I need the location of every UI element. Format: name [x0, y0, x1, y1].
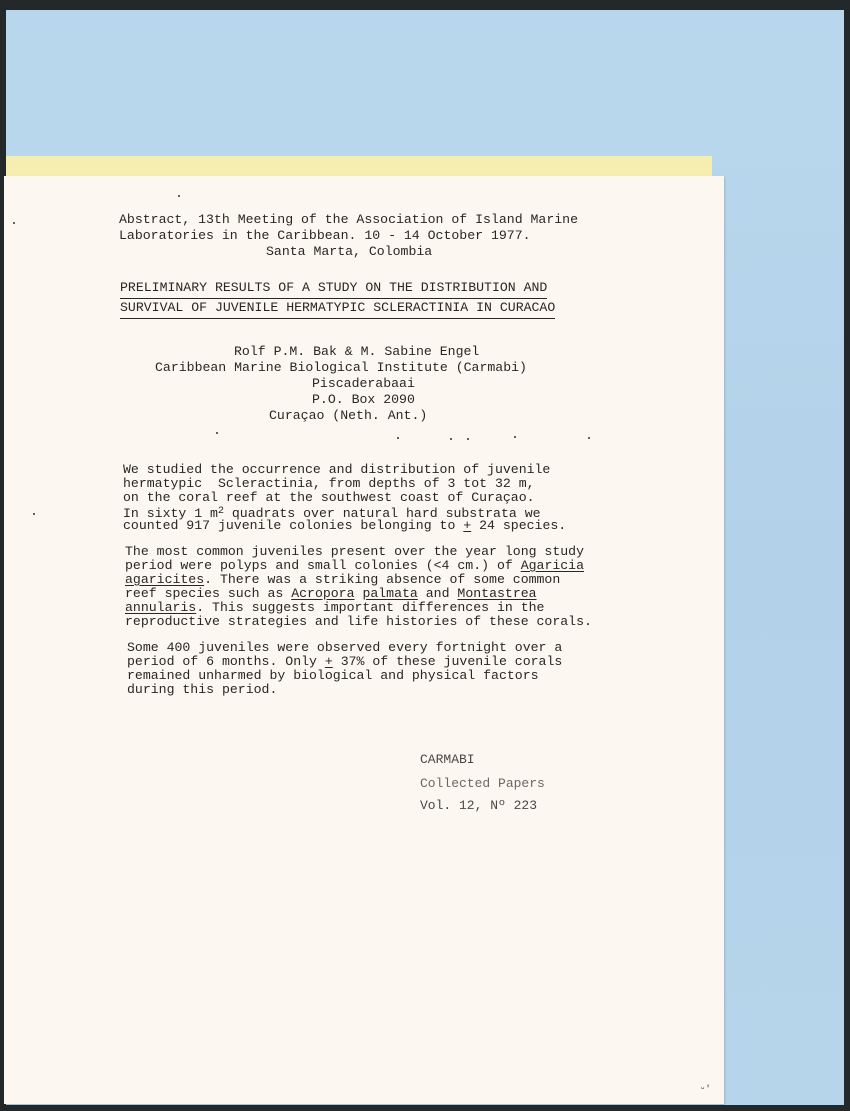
text-span: quadrats over natural hard substrata we: [223, 506, 541, 521]
species-name: palmata: [362, 586, 418, 601]
affiliation-institute: Caribbean Marine Biological Institute (Carmabi): [155, 360, 527, 375]
paper-title-line-2: SURVIVAL OF JUVENILE HERMATYPIC SCLERACTINIA IN CURACAO: [120, 300, 555, 319]
paper-title-line-1: PRELIMINARY RESULTS OF A STUDY ON THE DISTRIBUTION AND: [120, 280, 547, 299]
plus-minus-sign: +: [463, 518, 472, 533]
paper-speck: [216, 432, 218, 434]
meeting-header-line-1: Abstract, 13th Meeting of the Association of Island Marine: [119, 212, 578, 227]
stamp-series: Collected Papers: [420, 776, 545, 791]
species-name: Agaricia: [520, 558, 585, 573]
paper-speck: [588, 437, 590, 439]
text-span: and: [417, 586, 458, 601]
corner-ink-mark: ᵕ': [700, 1084, 711, 1094]
paper-speck: [397, 437, 399, 439]
paragraph-line: [125, 558, 584, 573]
stamp-volume: Vol. 12, Nº 223: [420, 798, 538, 813]
meeting-location: Santa Marta, Colombia: [266, 244, 433, 259]
affiliation-po-box: P.O. Box 2090: [312, 392, 415, 407]
paper-speck: [13, 222, 15, 224]
text-span: In sixty 1 m: [123, 506, 218, 521]
affiliation-country: Curaçao (Neth. Ant.): [269, 408, 428, 423]
paragraph-line: Some 400 juveniles were observed every fortnight over a: [127, 640, 563, 655]
species-name: annularis: [125, 600, 197, 615]
paragraph-line: The most common juveniles present over the year long study: [125, 544, 584, 559]
text-span: counted 917 juvenile colonies belonging to: [123, 518, 464, 533]
text-span: . There was a striking absence of some common: [204, 572, 561, 587]
paragraph-line: We studied the occurrence and distribution of juvenile: [123, 462, 551, 477]
paragraph-line: reproductive strategies and life histories of these corals.: [125, 614, 592, 629]
paragraph-line: [125, 572, 560, 587]
species-name: Acropora: [291, 586, 355, 601]
paragraph-line: [125, 586, 537, 601]
species-name: Montastrea: [457, 586, 537, 601]
paragraph-line: [127, 654, 562, 669]
text-span: . This suggests important differences in the: [196, 600, 545, 615]
paper-speck: [467, 438, 469, 440]
stamp-institute: CARMABI: [420, 752, 475, 767]
species-name: agaricites: [125, 572, 205, 587]
paper-speck: [514, 436, 516, 438]
paper-speck: [178, 195, 180, 197]
text-span: period were polyps and small colonies (<4 cm.) of: [125, 558, 521, 573]
abstract-page: [4, 176, 724, 1104]
superscript: 2: [217, 506, 224, 517]
paragraph-line: on the coral reef at the southwest coast of Curaçao.: [123, 490, 535, 505]
text-span: period of 6 months. Only: [127, 654, 325, 669]
paragraph-line: [125, 600, 544, 615]
text-span: 24 species.: [471, 518, 567, 533]
text-span: 37% of these juvenile corals: [332, 654, 563, 669]
paragraph-line: during this period.: [127, 682, 278, 697]
paragraph-line: hermatypic Scleractinia, from depths of 3 tot 32 m,: [123, 476, 535, 491]
paragraph-line: remained unharmed by biological and physical factors: [127, 668, 539, 683]
authors: Rolf P.M. Bak & M. Sabine Engel: [234, 344, 480, 359]
paper-speck: [450, 438, 452, 440]
affiliation-location: Piscaderabaai: [312, 376, 415, 391]
meeting-header-line-2: Laboratories in the Caribbean. 10 - 14 October 1977.: [119, 228, 531, 243]
plus-minus-sign: +: [324, 654, 333, 669]
text-span: reef species such as: [125, 586, 292, 601]
paragraph-line: [123, 518, 566, 533]
paper-speck: [33, 513, 35, 515]
